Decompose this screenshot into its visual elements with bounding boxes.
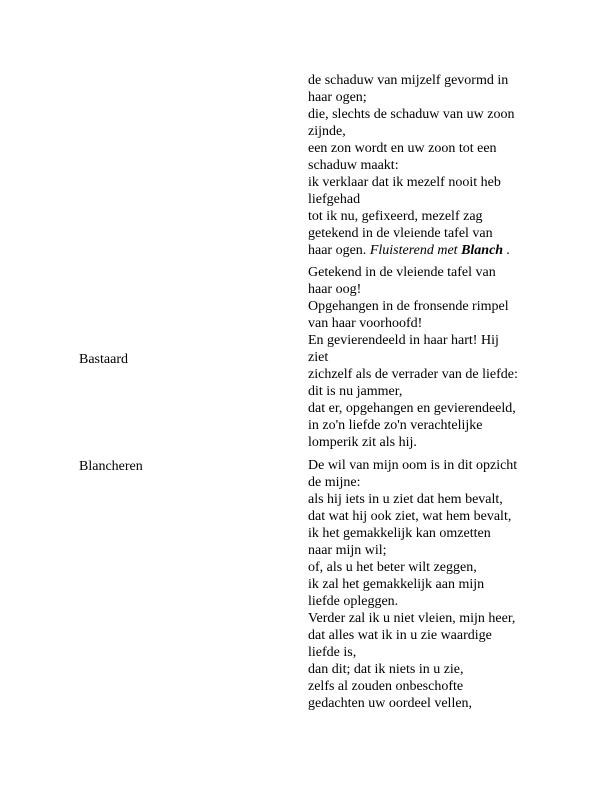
verse-line: ik verklaar dat ik mezelf nooit heb bbox=[308, 175, 501, 190]
verse-line: De wil van mijn oom is in dit opzicht bbox=[308, 458, 518, 473]
verse-line: ik zal het gemakkelijk aan mijn bbox=[308, 577, 485, 592]
verse-line: of, als u het beter wilt zeggen, bbox=[308, 560, 477, 575]
verse-line: ziet bbox=[308, 350, 329, 365]
verse-line: dat alles wat ik in u zie waardige bbox=[308, 628, 492, 643]
verse-line: zichzelf als de verrader van de liefde: bbox=[308, 367, 518, 382]
speech-lines bbox=[308, 264, 548, 451]
verse-line: zelfs al zouden onbeschofte bbox=[308, 679, 464, 694]
verse-line: En gevierendeeld in haar hart! Hij bbox=[308, 333, 499, 348]
verse-line: liefde is, bbox=[308, 645, 357, 660]
stage-direction-character: Blanch bbox=[461, 243, 504, 258]
verse-line: van haar voorhoofd! bbox=[308, 316, 423, 331]
stage-direction: Fluisterend met bbox=[369, 243, 458, 258]
stage-direction-end: . bbox=[506, 243, 511, 258]
verse-line: naar mijn wil; bbox=[308, 543, 387, 558]
verse-line: de schaduw van mijzelf gevormd in bbox=[308, 73, 509, 88]
verse-text: haar ogen. bbox=[308, 243, 367, 258]
verse-line: een zon wordt en uw zoon tot een bbox=[308, 141, 497, 156]
verse-line: haar ogen; bbox=[308, 90, 367, 105]
verse-line: dat wat hij ook ziet, wat hem bevalt, bbox=[308, 509, 512, 524]
speaker-name: Bastaard bbox=[79, 352, 128, 367]
verse-line: liefde opleggen. bbox=[308, 594, 399, 609]
verse-line: de mijne: bbox=[308, 475, 361, 490]
verse-line-with-stage-direction bbox=[308, 242, 548, 259]
verse-line: Verder zal ik u niet vleien, mijn heer, bbox=[308, 611, 516, 626]
verse-line: ik het gemakkelijk kan omzetten bbox=[308, 526, 491, 541]
verse-line: haar oog! bbox=[308, 282, 362, 297]
verse-line: zijnde, bbox=[308, 124, 346, 139]
speech-lines bbox=[308, 457, 548, 712]
verse-line: schaduw maakt: bbox=[308, 158, 399, 173]
speaker-name: Blancheren bbox=[79, 459, 143, 474]
verse-line: dan dit; dat ik niets in u zie, bbox=[308, 662, 464, 677]
verse-line: dit is nu jammer, bbox=[308, 384, 403, 399]
verse-line: dat er, opgehangen en gevierendeeld, bbox=[308, 401, 516, 416]
verse-line: Opgehangen in de fronsende rimpel bbox=[308, 299, 509, 314]
verse-line: in zo'n liefde zo'n verachtelijke bbox=[308, 418, 483, 433]
speech-lines bbox=[308, 72, 548, 259]
verse-line: gedachten uw oordeel vellen, bbox=[308, 696, 473, 711]
verse-line: tot ik nu, gefixeerd, mezelf zag bbox=[308, 209, 483, 224]
verse-line: Getekend in de vleiende tafel van bbox=[308, 265, 496, 280]
verse-line: die, slechts de schaduw van uw zoon bbox=[308, 107, 515, 122]
verse-line: getekend in de vleiende tafel van bbox=[308, 226, 493, 241]
verse-line: liefgehad bbox=[308, 192, 361, 207]
verse-line: als hij iets in u ziet dat hem bevalt, bbox=[308, 492, 503, 507]
verse-line: lomperik zit als hij. bbox=[308, 435, 417, 450]
